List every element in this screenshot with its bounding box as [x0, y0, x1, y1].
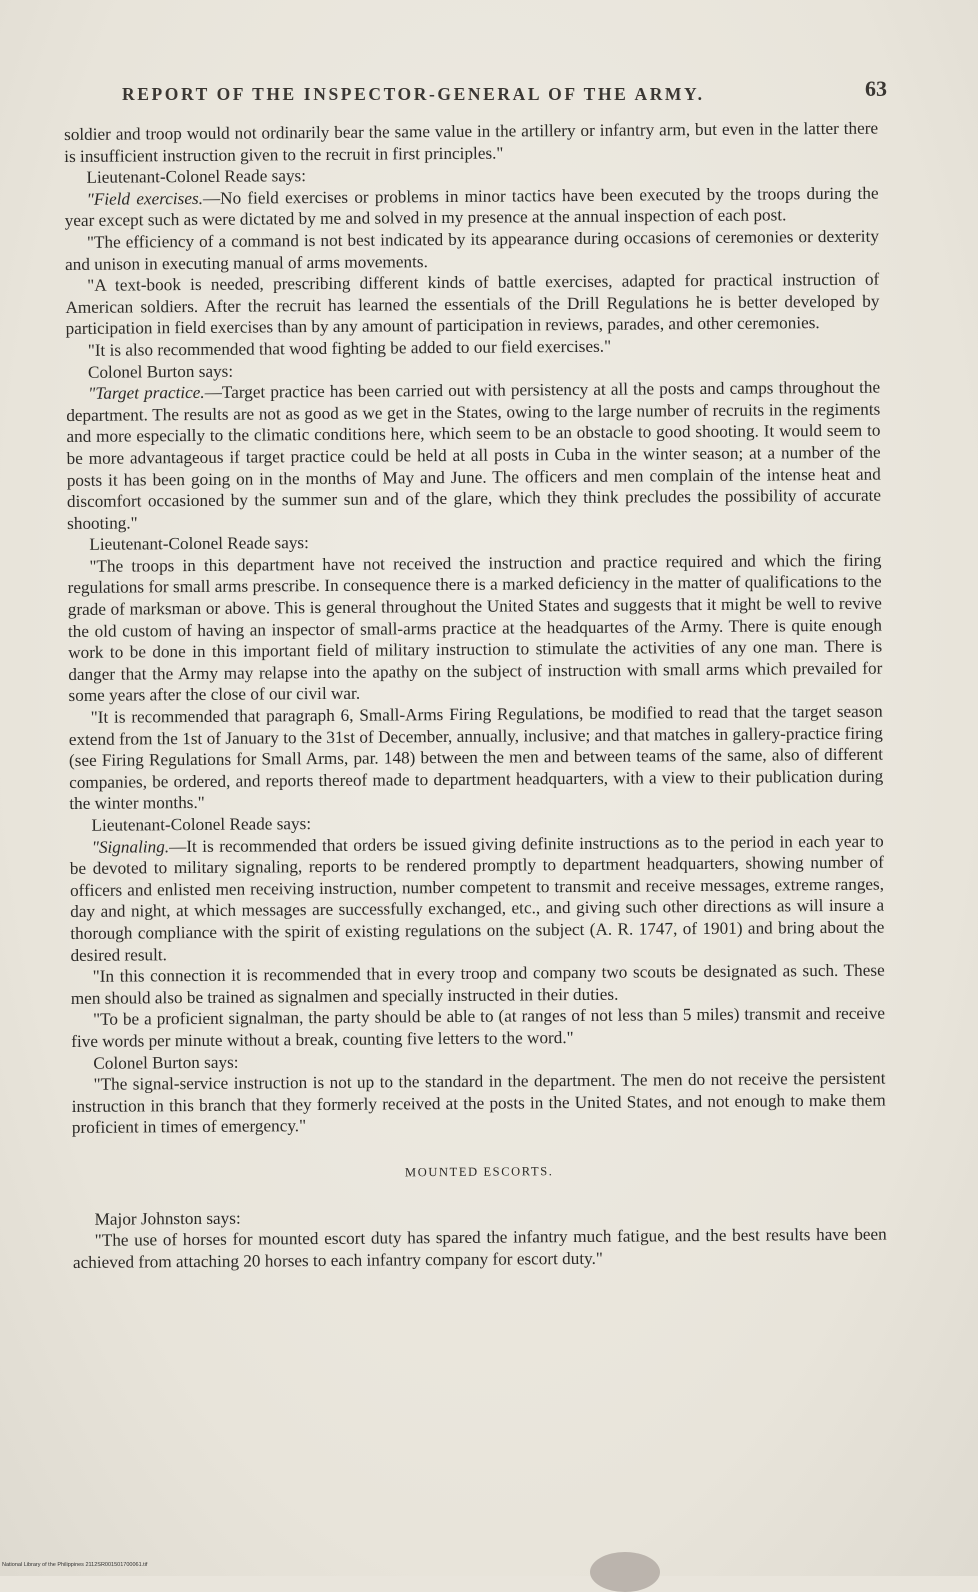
thumb-shadow — [590, 1552, 660, 1592]
paragraph-text: "The efficiency of a command is not best indicated by its appearance during occasions of ceremonies or dexterity and unison in executing manual of arms movements. — [65, 226, 879, 274]
paragraph — [64, 118, 878, 168]
paragraph-text: "The troops in this department have not received the instruction and practice required and which the firing regulations for small arms prescribe. In consequence there is a marked deficiency in the matter of qualifications to the grade of marksman or above. This is general throughout the United States and suggests that it might be well to revive the old custom of having an inspector of small-arms practice at the headquartes of the Army. There is quite enough work to be done in this important field of military instruction to stimulate the activities of any one man. There is danger that the Army may relapse into the apathy on the subject of instruction with small arms which prevailed for some years after the close of our civil war. — [67, 550, 883, 706]
paragraph-text: "In this connection it is recommended that in every troop and company two scouts be designated as such. These men should also be trained as signalmen and specially instructed in their duties. — [70, 960, 885, 1008]
paragraph-text: "The use of horses for mounted escort duty has spared the infantry much fatigue, and the best results have been achieved from attaching 20 horses to each infantry company for escort duty." — [72, 1224, 887, 1272]
paragraph — [70, 830, 885, 966]
paragraph-text: —It is recommended that orders be issued giving definite instructions as to the period in each year to be devoted to military signaling, reports to be rendered promptly to department headquarters, showing number of officers and enlisted men receiving instruction, number competent to transmit and receive messages, extreme ranges, day and night, at which messages are successfully exchanged, etc., and giving such other directions as will insure a thorough compliance with the spirit of existing regulations on the subject (A. R. 1747, of 1901) and bring about the desired result. — [69, 831, 885, 965]
paragraph-lead: "Signaling. — [91, 836, 170, 857]
paragraph-text: soldier and troop would not ordinarily bear the same value in the artillery or infantry arm, but even in the latter there is insufficient instruction given to the recruit in first principles." — [64, 118, 879, 166]
paragraph-text: "To be a proficient signalman, the party should be able to (at ranges of not less than 5 miles) transmit and receive five words per minute without a break, counting five letters to the word." — [71, 1003, 886, 1051]
paragraph — [71, 1003, 885, 1053]
scan-footer: National Library of the Philippines 2112SR001501700061.tif — [2, 1562, 148, 1568]
paragraph — [65, 226, 879, 276]
paragraph-text: Colonel Burton says: — [93, 1052, 239, 1073]
paragraph-lead: "Target practice. — [88, 383, 205, 403]
paragraphs-before-heading — [64, 118, 886, 1139]
paragraph-text: Colonel Burton says: — [87, 361, 234, 382]
paragraph-lead: "Field exercises. — [86, 188, 204, 209]
page-number: 63 — [865, 76, 887, 101]
paragraph-text: "It is recommended that paragraph 6, Small-Arms Firing Regulations, be modified to read that the target season extend from the 1st of January to the 31st of December, annually, inclusive; and that matches in gallery-practice firing (see Firing Regulations for Small Arms, par. 148) between the men and between teams of the same, also of different companies, be ordered, and reports thereof made to department headquarters, with a view to their publication during the winter months." — [68, 701, 884, 814]
paragraph-text: Major Johnston says: — [94, 1208, 241, 1229]
paragraph — [73, 1224, 887, 1274]
paragraph — [69, 701, 884, 815]
paragraph-text: "The signal-service instruction is not up to the standard in the department. The men do not receive the persistent instruction in this branch that they formerly received at the posts in the United States, and not enough to make them proficient in times of emergency." — [71, 1068, 886, 1138]
paragraph-text: —No field exercises or problems in minor tactics have been executed by the troops during the year except such as were dictated by me and solved in my presence at the annual inspection of each post. — [64, 183, 879, 231]
paragraph — [67, 549, 882, 707]
section-heading: MOUNTED ESCORTS. — [404, 1164, 554, 1180]
paragraph — [71, 1068, 885, 1139]
paragraph — [66, 377, 881, 535]
paragraph-text: Lieutenant-Colonel Reade says: — [91, 814, 312, 835]
paragraph — [65, 182, 879, 232]
document-body — [64, 118, 887, 1274]
page-header — [122, 72, 887, 112]
paragraph — [71, 960, 885, 1010]
paragraph-text: —Target practice has been carried out with persistency at all the posts and camps throughout the department. The results are not as good as we get in the States, owing to the large number of recruits in the regiments and more especially to the climatic conditions here, which seem to be an obstacle to good shooting. It would seem to be more advantageous if target practice could be held at all posts in Cuba in the winter season; at a number of the posts it has been going on in the months of May and June. The officers and men complain of the intense heat and discomfort occasioned by the summer sun and of the glare, which they think precludes the possibility of accurate shooting." — [66, 377, 882, 533]
paragraph-text: Lieutenant-Colonel Reade says: — [86, 166, 307, 188]
paragraphs-after-heading — [73, 1202, 887, 1273]
paragraph-text: "A text-book is needed, prescribing different kinds of battle exercises, adapted for practical instruction of American soldiers. After the recruit has learned the essentials of the Drill Regulations he is better developed by participation in field exercises than by any amount of participation in reviews, parades, and other ceremonies. — [65, 269, 880, 339]
paragraph-text: "It is also recommended that wood fighting be added to our field exercises." — [87, 336, 612, 360]
paragraph — [65, 269, 879, 340]
paragraph-text: Lieutenant-Colonel Reade says: — [89, 533, 309, 555]
running-head: REPORT OF THE INSPECTOR-GENERAL OF THE ARMY. — [122, 84, 705, 104]
